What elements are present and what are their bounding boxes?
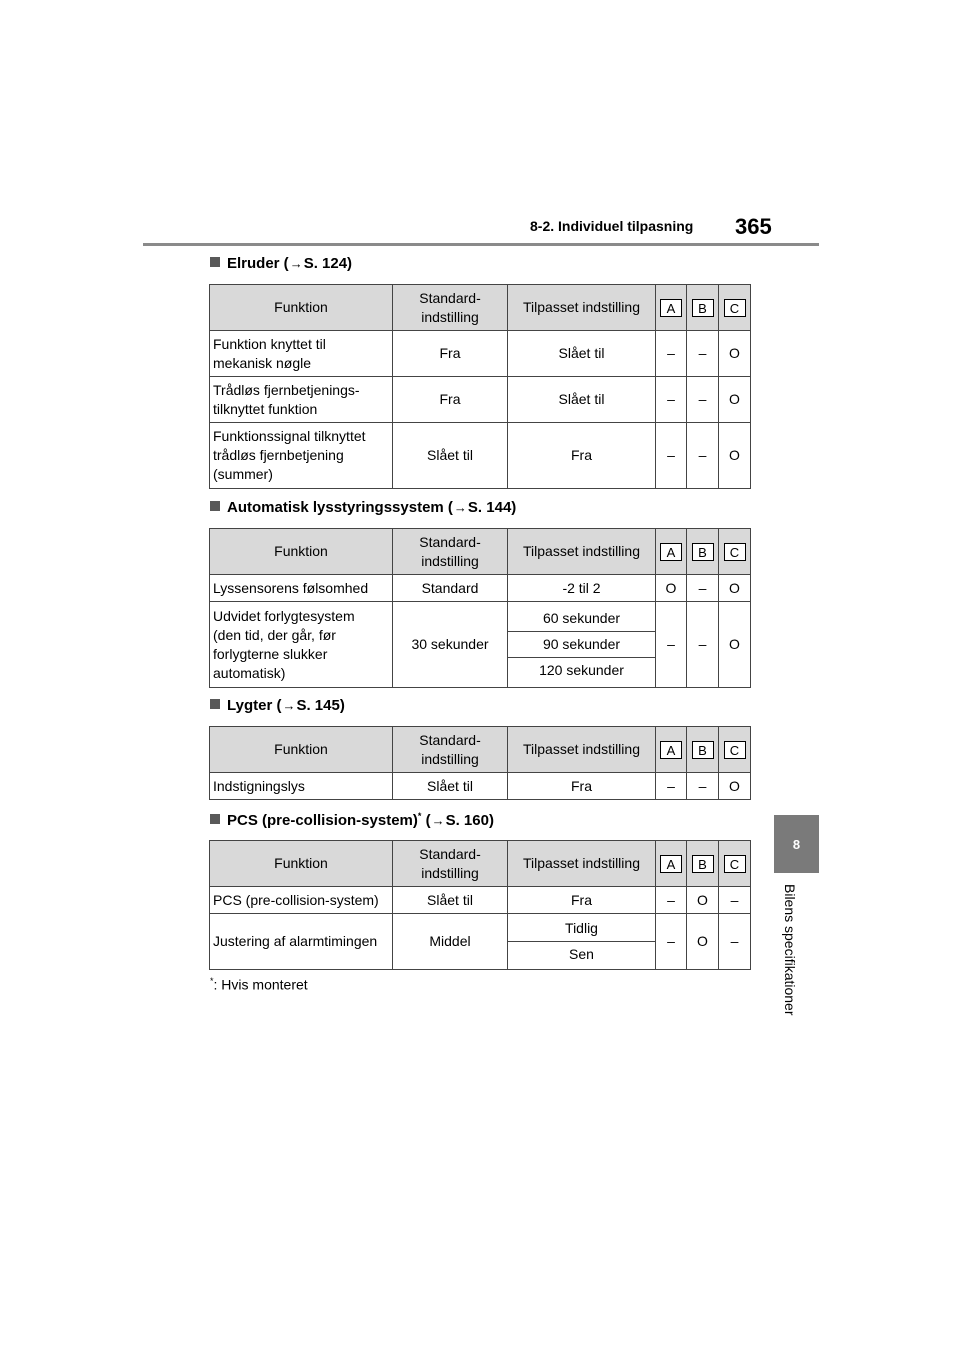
page-number: 365 bbox=[735, 214, 772, 239]
arrow-right-icon: → bbox=[282, 698, 296, 713]
col-header-b: B bbox=[687, 727, 719, 773]
col-header-default: Standard- indstilling bbox=[393, 727, 508, 773]
table-row: PCS (pre-collision-system) Slået til Fra – O – bbox=[210, 887, 751, 914]
col-header-a: A bbox=[656, 529, 687, 575]
bullet-square-icon bbox=[210, 257, 220, 267]
table-lysstyring bbox=[209, 528, 751, 688]
arrow-right-icon: → bbox=[289, 256, 303, 271]
col-header-custom: Tilpasset indstilling bbox=[508, 529, 656, 575]
footnote: *: Hvis monteret bbox=[210, 976, 308, 993]
arrow-right-icon: → bbox=[431, 813, 445, 828]
table-lygter bbox=[209, 726, 751, 800]
chapter-label: Bilens specifikationer bbox=[782, 884, 798, 1016]
table-row: Indstigningslys Slået til Fra – – O bbox=[210, 773, 751, 800]
col-header-default: Standard- indstilling bbox=[393, 285, 508, 331]
heading-elruder: Elruder (→S. 124) bbox=[210, 255, 352, 272]
bullet-square-icon bbox=[210, 699, 220, 709]
table-row: Udvidet forlygtesystem (den tid, der går, før forlygterne slukker automatisk) 30 sekunder 60 sekunder 90 sekunder 120 sekunder – – O bbox=[210, 602, 751, 688]
col-header-c: C bbox=[719, 285, 751, 331]
col-header-function: Funktion bbox=[210, 285, 393, 331]
col-header-b: B bbox=[687, 285, 719, 331]
table-row: Funktionssignal tilknyttet trådløs fjernbetjening (summer) Slået til Fra – – O bbox=[210, 423, 751, 489]
arrow-right-icon: → bbox=[453, 500, 467, 515]
bullet-square-icon bbox=[210, 501, 220, 511]
heading-pcs: PCS (pre-collision-system)* (→S. 160) bbox=[210, 811, 494, 829]
bullet-square-icon bbox=[210, 814, 220, 824]
col-header-function: Funktion bbox=[210, 727, 393, 773]
heading-lysstyring: Automatisk lysstyringssystem (→S. 144) bbox=[210, 499, 516, 516]
col-header-default: Standard- indstilling bbox=[393, 841, 508, 887]
table-row: Trådløs fjernbetjenings- tilknyttet funktion Fra Slået til – – O bbox=[210, 377, 751, 423]
col-header-c: C bbox=[719, 841, 751, 887]
col-header-a: A bbox=[656, 285, 687, 331]
table-row: Lyssensorens følsomhed Standard -2 til 2 O – O bbox=[210, 575, 751, 602]
col-header-function: Funktion bbox=[210, 841, 393, 887]
col-header-custom: Tilpasset indstilling bbox=[508, 727, 656, 773]
col-header-b: B bbox=[687, 841, 719, 887]
section-title: 8-2. Individuel tilpasning bbox=[530, 218, 694, 234]
table-elruder bbox=[209, 284, 751, 489]
heading-lygter: Lygter (→S. 145) bbox=[210, 697, 345, 714]
chapter-tab[interactable]: 8 bbox=[774, 815, 819, 873]
col-header-a: A bbox=[656, 841, 687, 887]
col-header-c: C bbox=[719, 529, 751, 575]
col-header-c: C bbox=[719, 727, 751, 773]
col-header-b: B bbox=[687, 529, 719, 575]
col-header-a: A bbox=[656, 727, 687, 773]
col-header-function: Funktion bbox=[210, 529, 393, 575]
col-header-custom: Tilpasset indstilling bbox=[508, 285, 656, 331]
table-row: Justering af alarmtimingen Middel Tidlig Sen – O – bbox=[210, 914, 751, 970]
col-header-default: Standard- indstilling bbox=[393, 529, 508, 575]
table-row: Funktion knyttet til mekanisk nøgle Fra Slået til – – O bbox=[210, 331, 751, 377]
header-divider bbox=[143, 243, 819, 246]
table-pcs bbox=[209, 840, 751, 970]
col-header-custom: Tilpasset indstilling bbox=[508, 841, 656, 887]
